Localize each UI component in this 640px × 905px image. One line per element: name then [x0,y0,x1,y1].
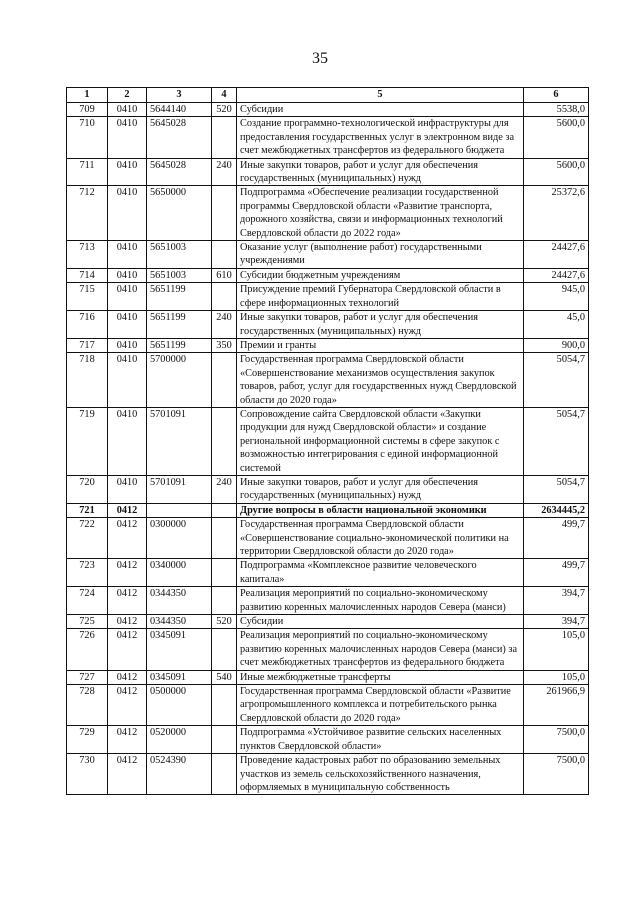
header-col-6: 6 [524,88,589,103]
section-code-cell: 0410 [108,241,147,269]
item-name-cell: Субсидии бюджетным учреждениям [237,268,524,282]
target-code-cell: 5650000 [147,186,212,241]
page-number: 35 [312,50,328,67]
table-row [67,475,589,503]
target-code-cell: 5651199 [147,283,212,311]
header-col-4: 4 [212,88,237,103]
row-number-cell: 727 [67,670,108,684]
table-row [67,283,589,311]
table-header-row [67,88,589,103]
expense-type-cell [212,518,237,559]
expense-type-cell: 240 [212,311,237,339]
item-name-cell: Субсидии [237,615,524,629]
table-row [67,754,589,795]
item-name-cell: Другие вопросы в области национальной экономики [237,503,524,517]
row-number-cell: 713 [67,241,108,269]
target-code-cell [147,503,212,517]
target-code-cell: 0500000 [147,685,212,726]
expense-type-cell [212,283,237,311]
table-row [67,615,589,629]
target-code-cell: 0344350 [147,587,212,615]
item-name-cell: Государственная программа Свердловской области «Развитие агропромышленного комплекса и потребительского рынка Свердловской области до 2020 года» [237,685,524,726]
amount-cell: 7500,0 [524,754,589,795]
section-code-cell: 0410 [108,311,147,339]
target-code-cell: 0520000 [147,726,212,754]
section-code-cell: 0412 [108,670,147,684]
table-row [67,338,589,352]
amount-cell: 25372,6 [524,186,589,241]
amount-cell: 5600,0 [524,117,589,158]
header-col-2: 2 [108,88,147,103]
table-row [67,186,589,241]
amount-cell: 394,7 [524,587,589,615]
item-name-cell: Оказание услуг (выполнение работ) государственными учреждениями [237,241,524,269]
header-col-3: 3 [147,88,212,103]
target-code-cell: 5651199 [147,338,212,352]
amount-cell: 45,0 [524,311,589,339]
target-code-cell: 0340000 [147,559,212,587]
row-number-cell: 715 [67,283,108,311]
row-number-cell: 728 [67,685,108,726]
item-name-cell: Присуждение премий Губернатора Свердловской области в сфере информационных технологий [237,283,524,311]
row-number-cell: 716 [67,311,108,339]
expense-type-cell [212,629,237,670]
row-number-cell: 729 [67,726,108,754]
row-number-cell: 711 [67,158,108,186]
target-code-cell: 5701091 [147,475,212,503]
expense-type-cell: 350 [212,338,237,352]
amount-cell: 2634445,2 [524,503,589,517]
expense-type-cell [212,241,237,269]
table-row [67,503,589,517]
item-name-cell: Подпрограмма «Устойчивое развитие сельских населенных пунктов Свердловской области» [237,726,524,754]
amount-cell: 394,7 [524,615,589,629]
row-number-cell: 723 [67,559,108,587]
target-code-cell: 0345091 [147,629,212,670]
row-number-cell: 709 [67,103,108,117]
amount-cell: 499,7 [524,559,589,587]
section-code-cell: 0410 [108,353,147,408]
table-row [67,629,589,670]
expense-type-cell [212,726,237,754]
expense-type-cell [212,685,237,726]
amount-cell: 24427,6 [524,268,589,282]
item-name-cell: Государственная программа Свердловской области «Совершенствование социально-экономической политики на территории Свердловской области до 2020 года» [237,518,524,559]
section-code-cell: 0410 [108,475,147,503]
row-number-cell: 717 [67,338,108,352]
amount-cell: 5600,0 [524,158,589,186]
section-code-cell: 0412 [108,518,147,559]
item-name-cell: Иные закупки товаров, работ и услуг для обеспечения государственных (муниципальных) нужд [237,158,524,186]
section-code-cell: 0410 [108,338,147,352]
table-row [67,103,589,117]
amount-cell: 900,0 [524,338,589,352]
expense-type-cell: 520 [212,103,237,117]
row-number-cell: 718 [67,353,108,408]
amount-cell: 24427,6 [524,241,589,269]
expense-type-cell [212,754,237,795]
amount-cell: 105,0 [524,670,589,684]
amount-cell: 5054,7 [524,407,589,475]
row-number-cell: 710 [67,117,108,158]
row-number-cell: 721 [67,503,108,517]
section-code-cell: 0412 [108,587,147,615]
target-code-cell: 5645028 [147,117,212,158]
section-code-cell: 0410 [108,158,147,186]
expense-type-cell [212,407,237,475]
item-name-cell: Реализация мероприятий по социально-экономическому развитию коренных малочисленных народов Севера (манси) за счет межбюджетных трансфертов из федерального бюджета [237,629,524,670]
amount-cell: 499,7 [524,518,589,559]
item-name-cell: Государственная программа Свердловской области «Совершенствование механизмов осуществления закупок товаров, работ, услуг для государственных нужд Свердловской области до 2020 года» [237,353,524,408]
amount-cell: 261966,9 [524,685,589,726]
amount-cell: 5054,7 [524,353,589,408]
section-code-cell: 0410 [108,186,147,241]
target-code-cell: 5700000 [147,353,212,408]
budget-table [66,87,589,795]
item-name-cell: Иные закупки товаров, работ и услуг для обеспечения государственных (муниципальных) нужд [237,475,524,503]
target-code-cell: 5651003 [147,241,212,269]
row-number-cell: 714 [67,268,108,282]
expense-type-cell: 610 [212,268,237,282]
expense-type-cell [212,503,237,517]
item-name-cell: Субсидии [237,103,524,117]
row-number-cell: 719 [67,407,108,475]
item-name-cell: Подпрограмма «Комплексное развитие человеческого капитала» [237,559,524,587]
amount-cell: 5538,0 [524,103,589,117]
expense-type-cell [212,559,237,587]
expense-type-cell: 240 [212,158,237,186]
target-code-cell: 5651003 [147,268,212,282]
amount-cell: 7500,0 [524,726,589,754]
section-code-cell: 0410 [108,283,147,311]
item-name-cell: Премии и гранты [237,338,524,352]
header-col-1: 1 [67,88,108,103]
target-code-cell: 5701091 [147,407,212,475]
item-name-cell: Иные межбюджетные трансферты [237,670,524,684]
table-body [67,103,589,795]
row-number-cell: 726 [67,629,108,670]
target-code-cell: 0345091 [147,670,212,684]
row-number-cell: 720 [67,475,108,503]
section-code-cell: 0410 [108,268,147,282]
table-row [67,670,589,684]
row-number-cell: 725 [67,615,108,629]
table-row [67,726,589,754]
section-code-cell: 0412 [108,726,147,754]
table-row [67,685,589,726]
item-name-cell: Создание программно-технологической инфраструктуры для предоставления государственных услуг в электронном виде за счет межбюджетных трансфертов из федерального бюджета [237,117,524,158]
target-code-cell: 0300000 [147,518,212,559]
expense-type-cell [212,353,237,408]
table-row [67,311,589,339]
table-row [67,559,589,587]
item-name-cell: Проведение кадастровых работ по образованию земельных участков из земель сельскохозяйственного назначения, оформляемых в муниципальную собственность [237,754,524,795]
expense-type-cell: 520 [212,615,237,629]
expense-type-cell: 240 [212,475,237,503]
row-number-cell: 712 [67,186,108,241]
table-row [67,587,589,615]
section-code-cell: 0410 [108,117,147,158]
target-code-cell: 0524390 [147,754,212,795]
amount-cell: 105,0 [524,629,589,670]
table-row [67,268,589,282]
expense-type-cell [212,186,237,241]
table-row [67,518,589,559]
section-code-cell: 0412 [108,559,147,587]
amount-cell: 945,0 [524,283,589,311]
target-code-cell: 5645028 [147,158,212,186]
item-name-cell: Реализация мероприятий по социально-экономическому развитию коренных малочисленных народов Севера (манси) [237,587,524,615]
target-code-cell: 5644140 [147,103,212,117]
row-number-cell: 730 [67,754,108,795]
section-code-cell: 0412 [108,629,147,670]
table-row [67,353,589,408]
row-number-cell: 722 [67,518,108,559]
table-row [67,241,589,269]
expense-type-cell: 540 [212,670,237,684]
section-code-cell: 0410 [108,103,147,117]
item-name-cell: Иные закупки товаров, работ и услуг для обеспечения государственных (муниципальных) нужд [237,311,524,339]
section-code-cell: 0412 [108,503,147,517]
target-code-cell: 5651199 [147,311,212,339]
table-row [67,117,589,158]
expense-type-cell [212,587,237,615]
row-number-cell: 724 [67,587,108,615]
item-name-cell: Сопровождение сайта Свердловской области «Закупки продукции для нужд Свердловской области» и создание региональной информационной системы в сфере закупок с возможностью интегрирования с единой информационной системой [237,407,524,475]
section-code-cell: 0412 [108,754,147,795]
table-row [67,158,589,186]
header-col-5: 5 [237,88,524,103]
target-code-cell: 0344350 [147,615,212,629]
section-code-cell: 0410 [108,407,147,475]
item-name-cell: Подпрограмма «Обеспечение реализации государственной программы Свердловской области «Развитие транспорта, дорожного хозяйства, связи и информационных технологий Свердловской области до 2022 года» [237,186,524,241]
amount-cell: 5054,7 [524,475,589,503]
table-row [67,407,589,475]
section-code-cell: 0412 [108,685,147,726]
expense-type-cell [212,117,237,158]
section-code-cell: 0412 [108,615,147,629]
